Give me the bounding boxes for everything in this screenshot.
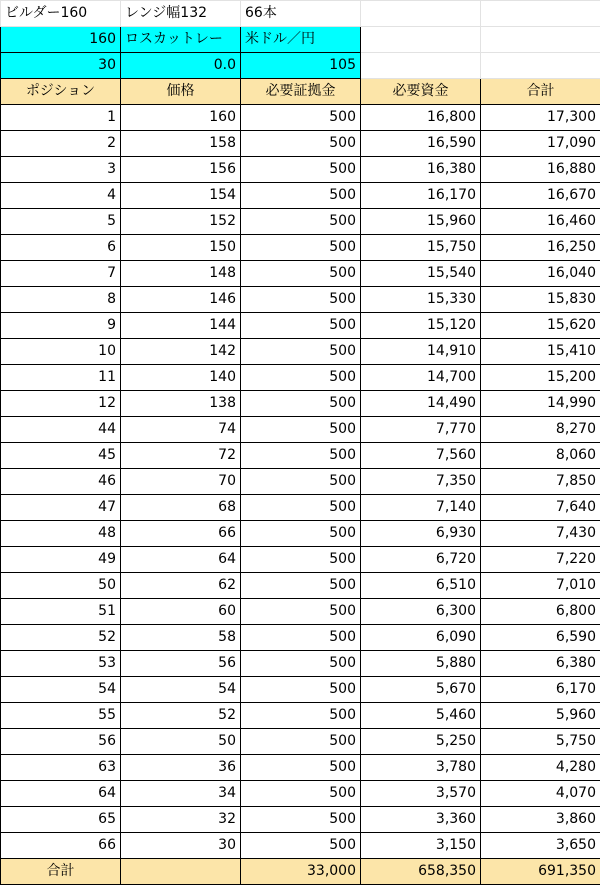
cell-price[interactable]: 158 (121, 131, 241, 157)
cell-total[interactable]: 4,070 (481, 781, 600, 807)
cell-total[interactable]: 7,220 (481, 547, 600, 573)
cell-position[interactable]: 44 (1, 417, 121, 443)
cell-total[interactable]: 17,300 (481, 105, 600, 131)
table-row (1, 833, 600, 859)
cell-position[interactable]: 46 (1, 469, 121, 495)
cell-position[interactable]: 8 (1, 287, 121, 313)
cell-funds[interactable]: 16,590 (361, 131, 481, 157)
cell-total[interactable]: 16,880 (481, 157, 600, 183)
cell-position[interactable]: 9 (1, 313, 121, 339)
cell-funds[interactable]: 5,880 (361, 651, 481, 677)
cell-price[interactable]: 54 (121, 677, 241, 703)
param-row (1, 27, 600, 53)
cell-position[interactable]: 53 (1, 651, 121, 677)
cell-empty[interactable] (481, 53, 600, 79)
cell-margin[interactable]: 500 (241, 105, 361, 131)
table-row (1, 677, 600, 703)
cell-margin[interactable]: 500 (241, 521, 361, 547)
cell-price[interactable]: 150 (121, 235, 241, 261)
cell-total[interactable]: 15,410 (481, 339, 600, 365)
cell-price[interactable]: 30 (121, 833, 241, 859)
cell-funds[interactable]: 6,510 (361, 573, 481, 599)
footer-funds-sum[interactable]: 658,350 (361, 859, 481, 885)
table-row (1, 469, 600, 495)
cell-position[interactable]: 12 (1, 391, 121, 417)
cell-price[interactable]: 62 (121, 573, 241, 599)
cell-funds[interactable]: 5,670 (361, 677, 481, 703)
cell-price[interactable]: 154 (121, 183, 241, 209)
data-body (1, 105, 600, 859)
cell-funds[interactable]: 5,250 (361, 729, 481, 755)
cell-margin[interactable]: 500 (241, 443, 361, 469)
cell-funds[interactable]: 14,910 (361, 339, 481, 365)
table-row (1, 573, 600, 599)
cell-total[interactable]: 8,060 (481, 443, 600, 469)
cell-margin[interactable]: 500 (241, 677, 361, 703)
table-row (1, 495, 600, 521)
cell-funds[interactable]: 6,930 (361, 521, 481, 547)
header-margin[interactable]: 必要証拠金 (241, 79, 361, 105)
cell-total[interactable]: 16,670 (481, 183, 600, 209)
cell-total[interactable]: 6,800 (481, 599, 600, 625)
table-row (1, 339, 600, 365)
cell-funds[interactable]: 16,380 (361, 157, 481, 183)
cell-total[interactable]: 6,380 (481, 651, 600, 677)
cell-margin[interactable]: 500 (241, 625, 361, 651)
cell-position[interactable]: 55 (1, 703, 121, 729)
cell-position[interactable]: 45 (1, 443, 121, 469)
header-row (1, 79, 600, 105)
table-row (1, 287, 600, 313)
cell-price[interactable]: 66 (121, 521, 241, 547)
cell-position[interactable]: 4 (1, 183, 121, 209)
cell-price[interactable]: 64 (121, 547, 241, 573)
cell-builder[interactable]: ビルダー160 (1, 1, 121, 27)
cell-total[interactable]: 16,250 (481, 235, 600, 261)
table-row (1, 703, 600, 729)
cell-funds[interactable]: 15,960 (361, 209, 481, 235)
table-row (1, 807, 600, 833)
cell-margin[interactable]: 500 (241, 131, 361, 157)
table-row (1, 365, 600, 391)
cell-total[interactable]: 16,460 (481, 209, 600, 235)
cell-margin[interactable]: 500 (241, 287, 361, 313)
cell-price[interactable]: 34 (121, 781, 241, 807)
cell-funds[interactable]: 3,780 (361, 755, 481, 781)
cell-total[interactable]: 6,590 (481, 625, 600, 651)
cell-funds[interactable]: 6,720 (361, 547, 481, 573)
cell-price[interactable]: 144 (121, 313, 241, 339)
cell-price[interactable]: 72 (121, 443, 241, 469)
cell-losscut-label[interactable]: ロスカットレー (121, 27, 241, 53)
cell-funds[interactable]: 15,330 (361, 287, 481, 313)
cell-total[interactable]: 15,620 (481, 313, 600, 339)
cell-total[interactable]: 8,270 (481, 417, 600, 443)
footer-empty[interactable] (121, 859, 241, 885)
cell-price[interactable]: 152 (121, 209, 241, 235)
cell-losscut-value[interactable]: 0.0 (121, 53, 241, 79)
cell-position[interactable]: 48 (1, 521, 121, 547)
cell-total[interactable]: 5,750 (481, 729, 600, 755)
cell-total[interactable]: 7,850 (481, 469, 600, 495)
cell-margin[interactable]: 500 (241, 729, 361, 755)
cell-price[interactable]: 138 (121, 391, 241, 417)
table-row (1, 729, 600, 755)
table-row (1, 417, 600, 443)
table-row (1, 105, 600, 131)
cell-margin[interactable]: 500 (241, 365, 361, 391)
table-row (1, 313, 600, 339)
cell-param-value[interactable]: 30 (1, 53, 121, 79)
table-row (1, 183, 600, 209)
cell-price[interactable]: 32 (121, 807, 241, 833)
cell-funds[interactable]: 6,090 (361, 625, 481, 651)
cell-margin[interactable]: 500 (241, 547, 361, 573)
cell-margin[interactable]: 500 (241, 391, 361, 417)
table-row (1, 521, 600, 547)
cell-param-value[interactable]: 160 (1, 27, 121, 53)
cell-position[interactable]: 64 (1, 781, 121, 807)
cell-margin[interactable]: 500 (241, 235, 361, 261)
cell-margin[interactable]: 500 (241, 339, 361, 365)
cell-price[interactable]: 148 (121, 261, 241, 287)
cell-funds[interactable]: 16,170 (361, 183, 481, 209)
cell-funds[interactable]: 7,350 (361, 469, 481, 495)
cell-margin[interactable]: 500 (241, 495, 361, 521)
table-row (1, 547, 600, 573)
cell-price[interactable]: 142 (121, 339, 241, 365)
cell-total[interactable]: 4,280 (481, 755, 600, 781)
table-row (1, 651, 600, 677)
cell-position[interactable]: 1 (1, 105, 121, 131)
cell-margin[interactable]: 500 (241, 313, 361, 339)
cell-position[interactable]: 56 (1, 729, 121, 755)
cell-margin[interactable]: 500 (241, 573, 361, 599)
cell-position[interactable]: 49 (1, 547, 121, 573)
cell-funds[interactable]: 15,120 (361, 313, 481, 339)
table-row (1, 599, 600, 625)
cell-range[interactable]: レンジ幅132 (121, 1, 241, 27)
footer-margin-sum[interactable]: 33,000 (241, 859, 361, 885)
cell-margin[interactable]: 500 (241, 807, 361, 833)
cell-empty[interactable] (361, 27, 481, 53)
cell-funds[interactable]: 3,360 (361, 807, 481, 833)
cell-position[interactable]: 7 (1, 261, 121, 287)
cell-total[interactable]: 14,990 (481, 391, 600, 417)
cell-funds[interactable]: 6,300 (361, 599, 481, 625)
table-row (1, 235, 600, 261)
cell-price[interactable]: 146 (121, 287, 241, 313)
cell-margin[interactable]: 500 (241, 183, 361, 209)
grid-body (1, 1, 600, 105)
cell-position[interactable]: 65 (1, 807, 121, 833)
cell-funds[interactable]: 3,150 (361, 833, 481, 859)
cell-total[interactable]: 7,430 (481, 521, 600, 547)
cell-empty[interactable] (481, 27, 600, 53)
cell-position[interactable]: 66 (1, 833, 121, 859)
cell-position[interactable]: 54 (1, 677, 121, 703)
cell-position[interactable]: 2 (1, 131, 121, 157)
cell-price[interactable]: 52 (121, 703, 241, 729)
cell-total[interactable]: 3,650 (481, 833, 600, 859)
cell-margin[interactable]: 500 (241, 781, 361, 807)
cell-total[interactable]: 16,040 (481, 261, 600, 287)
table-row (1, 209, 600, 235)
header-position[interactable]: ポジション (1, 79, 121, 105)
cell-position[interactable]: 47 (1, 495, 121, 521)
table-row (1, 131, 600, 157)
cell-total[interactable]: 5,960 (481, 703, 600, 729)
footer-total-sum[interactable]: 691,350 (481, 859, 600, 885)
cell-total[interactable]: 17,090 (481, 131, 600, 157)
cell-margin[interactable]: 500 (241, 599, 361, 625)
table-row (1, 261, 600, 287)
cell-price[interactable]: 60 (121, 599, 241, 625)
param-row (1, 53, 600, 79)
info-row (1, 1, 600, 27)
table-row (1, 625, 600, 651)
cell-currency-value[interactable]: 105 (241, 53, 361, 79)
cell-margin[interactable]: 500 (241, 417, 361, 443)
cell-funds[interactable]: 7,140 (361, 495, 481, 521)
table-row (1, 781, 600, 807)
cell-funds[interactable]: 15,540 (361, 261, 481, 287)
table-row (1, 391, 600, 417)
cell-position[interactable]: 10 (1, 339, 121, 365)
cell-total[interactable]: 7,640 (481, 495, 600, 521)
cell-price[interactable]: 36 (121, 755, 241, 781)
cell-funds[interactable]: 7,770 (361, 417, 481, 443)
cell-price[interactable]: 156 (121, 157, 241, 183)
cell-position[interactable]: 52 (1, 625, 121, 651)
cell-empty[interactable] (481, 1, 600, 27)
cell-position[interactable]: 5 (1, 209, 121, 235)
cell-position[interactable]: 63 (1, 755, 121, 781)
cell-funds[interactable]: 5,460 (361, 703, 481, 729)
cell-position[interactable]: 11 (1, 365, 121, 391)
cell-funds[interactable]: 16,800 (361, 105, 481, 131)
cell-price[interactable]: 68 (121, 495, 241, 521)
cell-funds[interactable]: 15,750 (361, 235, 481, 261)
cell-margin[interactable]: 500 (241, 833, 361, 859)
footer-body (1, 859, 600, 885)
cell-total[interactable]: 6,170 (481, 677, 600, 703)
cell-price[interactable]: 140 (121, 365, 241, 391)
cell-total[interactable]: 15,200 (481, 365, 600, 391)
cell-count[interactable]: 66本 (241, 1, 361, 27)
cell-margin[interactable]: 500 (241, 755, 361, 781)
cell-price[interactable]: 70 (121, 469, 241, 495)
cell-funds[interactable]: 14,700 (361, 365, 481, 391)
cell-price[interactable]: 74 (121, 417, 241, 443)
cell-price[interactable]: 50 (121, 729, 241, 755)
cell-funds[interactable]: 3,570 (361, 781, 481, 807)
cell-position[interactable]: 6 (1, 235, 121, 261)
header-total[interactable]: 合計 (481, 79, 600, 105)
cell-position[interactable]: 51 (1, 599, 121, 625)
table-row (1, 755, 600, 781)
header-funds[interactable]: 必要資金 (361, 79, 481, 105)
cell-currency-label[interactable]: 米ドル／円 (241, 27, 361, 53)
footer-label[interactable]: 合計 (1, 859, 121, 885)
cell-margin[interactable]: 500 (241, 651, 361, 677)
cell-empty[interactable] (361, 53, 481, 79)
table-row (1, 157, 600, 183)
cell-funds[interactable]: 7,560 (361, 443, 481, 469)
cell-total[interactable]: 7,010 (481, 573, 600, 599)
cell-total[interactable]: 15,830 (481, 287, 600, 313)
cell-margin[interactable]: 500 (241, 261, 361, 287)
cell-position[interactable]: 50 (1, 573, 121, 599)
footer-row (1, 859, 600, 885)
cell-empty[interactable] (361, 1, 481, 27)
cell-margin[interactable]: 500 (241, 209, 361, 235)
cell-margin[interactable]: 500 (241, 157, 361, 183)
cell-total[interactable]: 3,860 (481, 807, 600, 833)
cell-price[interactable]: 56 (121, 651, 241, 677)
cell-margin[interactable]: 500 (241, 469, 361, 495)
table-row (1, 443, 600, 469)
cell-position[interactable]: 3 (1, 157, 121, 183)
cell-margin[interactable]: 500 (241, 703, 361, 729)
cell-price[interactable]: 160 (121, 105, 241, 131)
cell-price[interactable]: 58 (121, 625, 241, 651)
header-price[interactable]: 価格 (121, 79, 241, 105)
cell-funds[interactable]: 14,490 (361, 391, 481, 417)
